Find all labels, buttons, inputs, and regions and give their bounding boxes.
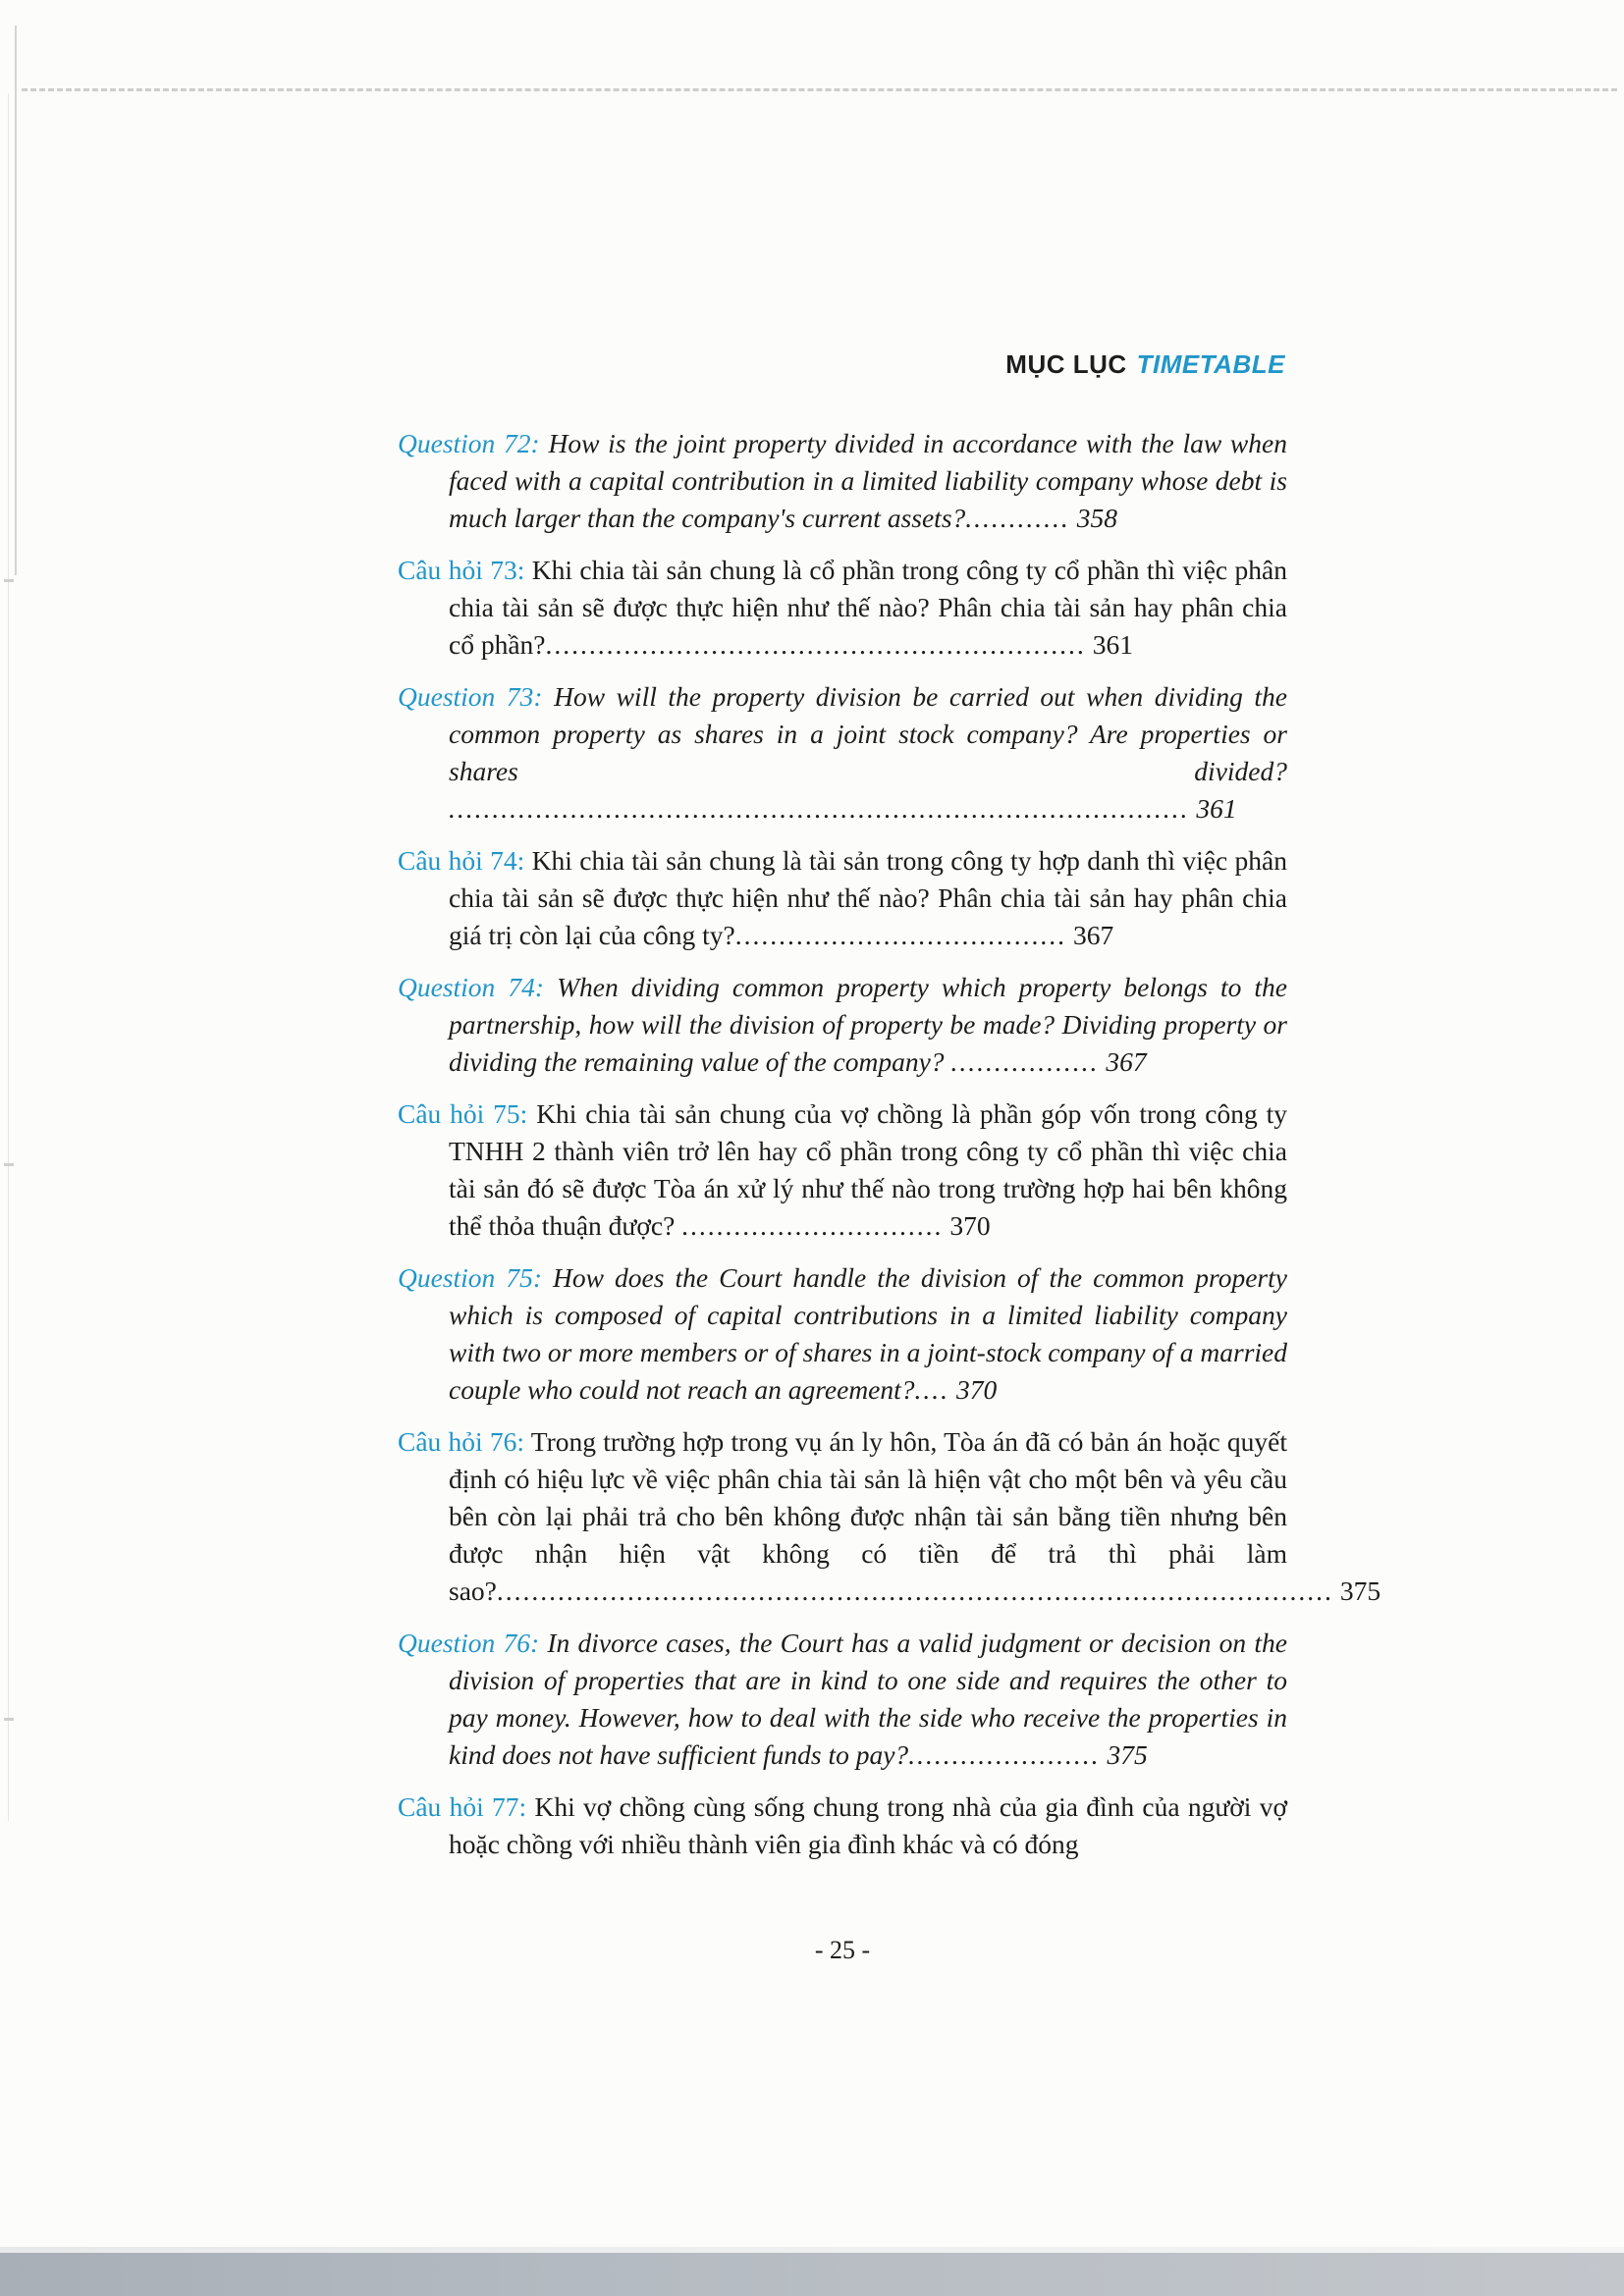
toc-dot-leader: .............................. <box>681 1210 944 1241</box>
toc-entry-label: Question 74: <box>398 972 545 1002</box>
toc-entry-text: How will the property division be carried out when dividing the common property as shares in a joint stock company? Are properties or shares divided? <box>449 681 1287 786</box>
toc-page-number: 367 <box>1072 920 1114 950</box>
toc-page-number: 361 <box>1092 629 1133 660</box>
toc-entry-label: Câu hỏi 75: <box>398 1098 528 1129</box>
toc-dot-leader: .... <box>914 1374 950 1405</box>
toc-page-number: 367 <box>1106 1046 1147 1077</box>
toc-entry-text: How is the joint property divided in accordance with the law when faced with a capital contribution in a limited liability company whose debt is much larger than the company's current assets? <box>449 428 1287 533</box>
scan-edge-faint-line <box>8 93 9 1821</box>
toc-entry-text: How does the Court handle the division of the common property which is composed of capital contributions in a limited liability company with two or more members or of shares in a joint-stock company of a married couple who could not reach an agreement? <box>449 1262 1287 1405</box>
toc-entry-text: In divorce cases, the Court has a valid judgment or decision on the division of properties that are in kind to one side and requires the other to pay money. However, how to deal with the side who receive the properties in kind does not have sufficient funds to pay? <box>449 1628 1287 1770</box>
toc-entry <box>398 552 1287 664</box>
toc-page-number: 375 <box>1107 1739 1148 1770</box>
toc-dot-leader: .............................................................. <box>545 629 1086 660</box>
toc-entry <box>398 678 1287 828</box>
toc-content-column <box>398 349 1381 1878</box>
toc-entry-text: Khi chia tài sản chung là tài sản trong công ty hợp danh thì việc phân chia tài sản sẽ được thực hiện như thế nào? Phân chia tài sản hay phân chia giá trị còn lại của công ty? <box>449 845 1288 950</box>
footer-page-number: - 25 - <box>814 1936 871 1964</box>
toc-page-number: 370 <box>949 1210 991 1241</box>
toc-entry <box>398 842 1287 954</box>
toc-entry-text: Khi chia tài sản chung của vợ chồng là phần góp vốn trong công ty TNHH 2 thành viên trở lên hay cổ phần trong công ty cổ phần thì việc chia tài sản đó sẽ được Tòa án xử lý như thế nào trong trường hợp hai bên không thể thỏa thuận được? <box>449 1098 1288 1241</box>
toc-page-number: 361 <box>1196 793 1237 824</box>
toc-entry-text: Trong trường hợp trong vụ án ly hôn, Tòa án đã có bản án hoặc quyết định có hiệu lực về việc phân chia tài sản là hiện vật cho một bên và yêu cầu bên còn lại phải trả cho bên không được nhận tài sản bằng tiền nhưng bên được nhận hiện vật không có tiền để trả thì phải làm sao? <box>449 1426 1287 1606</box>
toc-dot-leader: ...................... <box>908 1739 1101 1770</box>
header-title-english: TIMETABLE <box>1136 349 1285 379</box>
scan-bottom-bar <box>0 2253 1624 2296</box>
toc-entry <box>398 1259 1287 1409</box>
scan-fold-dashed-line <box>22 88 1617 91</box>
toc-entry-text: Khi chia tài sản chung là cổ phần trong công ty cổ phần thì việc phân chia tài sản sẽ được thực hiện như thế nào? Phân chia tài sản hay phân chia cổ phần? <box>449 555 1287 660</box>
toc-entry-label: Question 76: <box>398 1628 540 1658</box>
toc-entry <box>398 1095 1287 1245</box>
scan-tick-mark <box>4 1163 14 1166</box>
toc-entry-label: Câu hỏi 77: <box>398 1791 527 1822</box>
toc-entry-label: Question 75: <box>398 1262 542 1293</box>
toc-entry <box>398 1423 1381 1610</box>
scan-tick-mark <box>4 579 14 582</box>
toc-page-number: 375 <box>1339 1575 1381 1606</box>
toc-entry <box>398 1789 1287 1863</box>
toc-dot-leader: ............ <box>965 503 1070 533</box>
scan-tick-mark <box>4 1718 14 1721</box>
toc-entry-label: Câu hỏi 73: <box>398 555 525 585</box>
page-header <box>398 349 1285 380</box>
toc-entry-label: Câu hỏi 76: <box>398 1426 525 1457</box>
toc-entry-text: When dividing common property which property belongs to the partnership, how will the division of property be made? Dividing property or dividing the remaining value of the company? <box>449 972 1287 1077</box>
toc-dot-leader: ................. <box>950 1046 1100 1077</box>
toc-page-number: 358 <box>1076 503 1118 533</box>
toc-entry <box>398 969 1287 1081</box>
toc-entry <box>398 1625 1287 1774</box>
toc-dot-leader: ...................................... <box>734 920 1066 950</box>
scan-edge-line <box>15 26 17 575</box>
toc-page-number: 370 <box>956 1374 998 1405</box>
toc-entry-text: Khi vợ chồng cùng sống chung trong nhà của gia đình của người vợ hoặc chồng với nhiều thành viên gia đình khác và có đóng <box>449 1791 1287 1859</box>
toc-entry-label: Question 73: <box>398 681 543 712</box>
toc-entry-label: Câu hỏi 74: <box>398 845 525 876</box>
header-title-vietnamese: MỤC LỤC <box>1005 349 1127 379</box>
toc-entry-label: Question 72: <box>398 428 540 458</box>
toc-dot-leader: ..................................................................................... <box>449 793 1190 824</box>
toc-entry <box>398 425 1287 537</box>
toc-dot-leader: ................................................................................................ <box>496 1575 1333 1606</box>
